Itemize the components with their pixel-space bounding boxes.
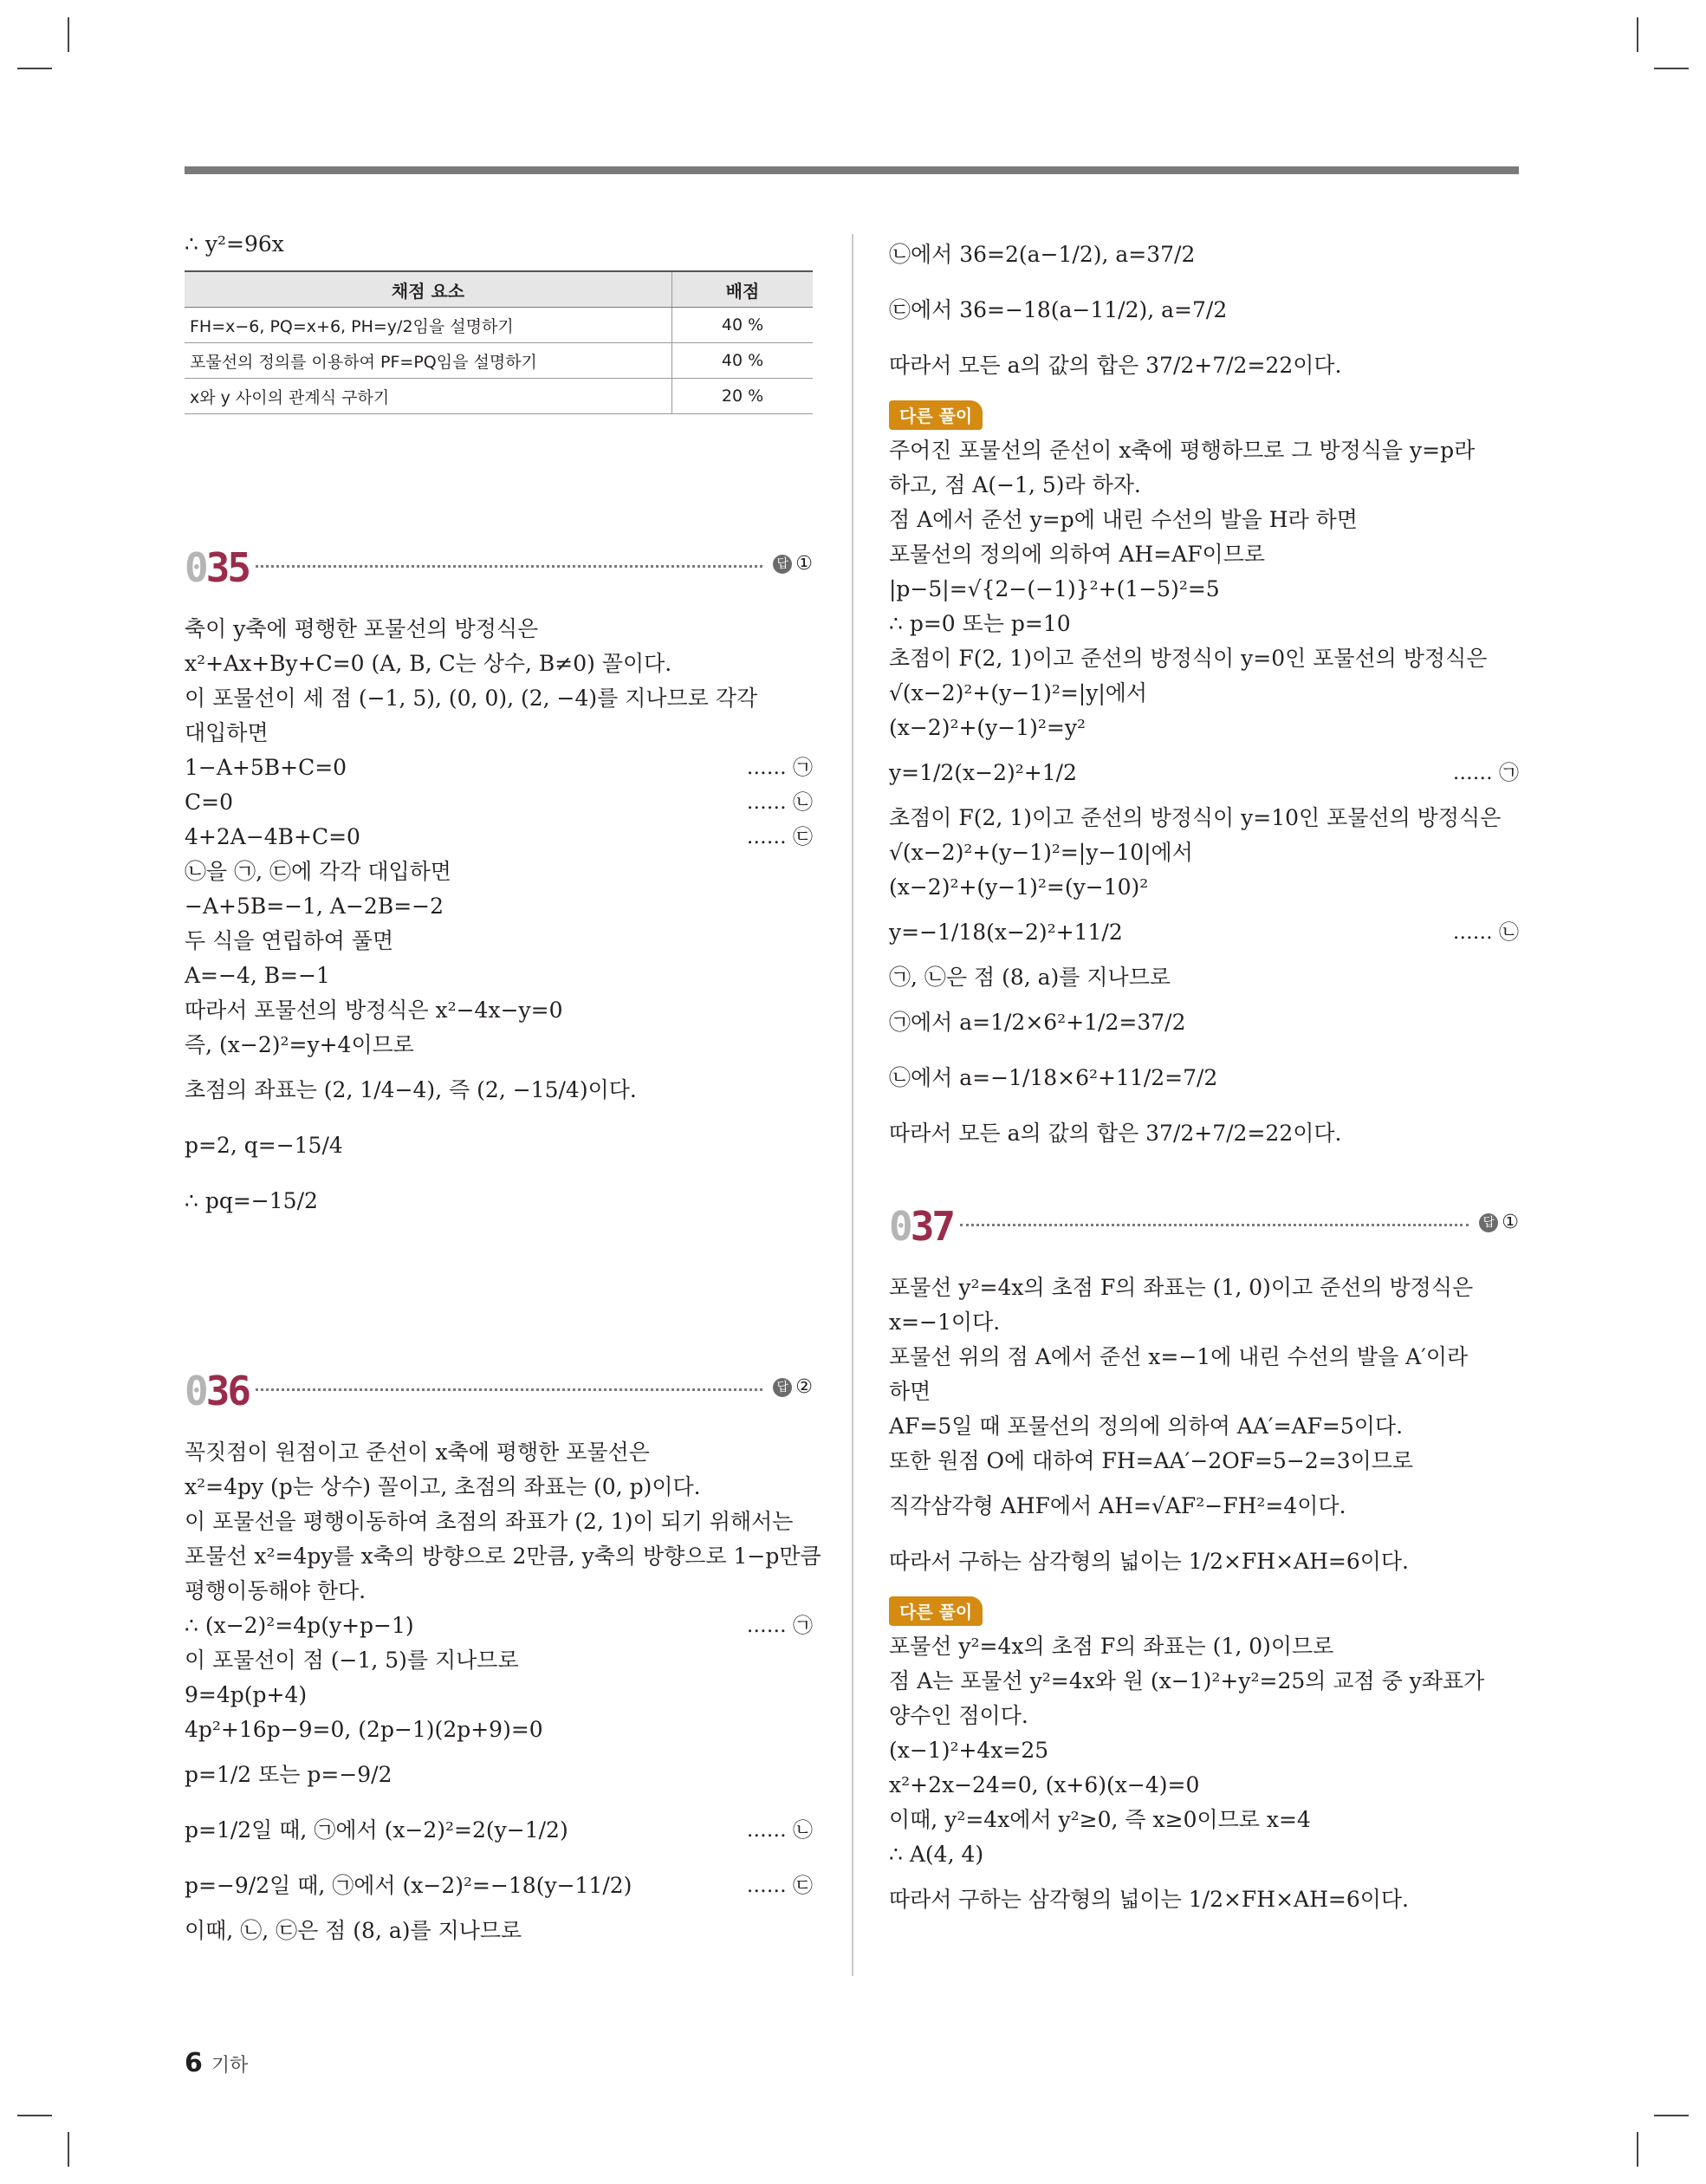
solution-line: 이 포물선이 점 (−1, 5)를 지나므로 bbox=[185, 1648, 519, 1673]
solution-line: 축이 y축에 평행한 포물선의 방정식은 bbox=[185, 616, 539, 641]
equation-line: 4+2A−4B+C=0 …… ㉢ bbox=[185, 820, 813, 855]
answer-label: 답 ① bbox=[1479, 1212, 1519, 1233]
solution-line: ㉡에서 a=−1/18×6²+11/2=7/2 bbox=[889, 1065, 1218, 1090]
solution-line: ㉡을 ㉠, ㉢에 각각 대입하면 bbox=[185, 859, 451, 884]
crop-mark bbox=[1654, 68, 1689, 69]
crop-mark bbox=[1637, 2132, 1638, 2167]
equation-tag: …… ㉢ bbox=[746, 1875, 813, 1897]
solution-line: A=−4, B=−1 bbox=[185, 963, 330, 988]
solution-line: 대입하면 bbox=[185, 720, 269, 745]
left-column bbox=[185, 227, 821, 1948]
crop-mark bbox=[17, 2115, 52, 2116]
solution-line: 직각삼각형 AHF에서 AH=√AF²−FH²=4이다. bbox=[889, 1493, 1346, 1518]
solution-line: x²+Ax+By+C=0 (A, B, C는 상수, B≠0) 꼴이다. bbox=[185, 651, 672, 676]
dotted-leader bbox=[256, 565, 762, 568]
solution-line: 따라서 구하는 삼각형의 넓이는 1/2×FH×AH=6이다. bbox=[889, 1549, 1409, 1574]
problem-number: 036 bbox=[185, 1368, 250, 1414]
solution-line: p=2, q=−15/4 bbox=[185, 1133, 343, 1158]
solution-line: 이때, y²=4x에서 y²≥0, 즉 x≥0이므로 x=4 bbox=[889, 1807, 1311, 1832]
crop-mark bbox=[1637, 17, 1638, 52]
table-header: 채점 요소 bbox=[185, 271, 672, 308]
header-rule bbox=[185, 166, 1519, 174]
solution-line: √(x−2)²+(y−1)²=|y|에서 bbox=[889, 680, 1148, 705]
table-cell: 40 % bbox=[672, 343, 814, 379]
equation-line: y=−1/18(x−2)²+11/2 …… ㉡ bbox=[889, 905, 1519, 960]
section-name: 기하 bbox=[211, 2055, 249, 2077]
solution-line: 점 A에서 준선 y=p에 내린 수선의 발을 H라 하면 bbox=[889, 507, 1358, 532]
problem-036-header bbox=[185, 1368, 813, 1420]
equation-tag: …… ㉢ bbox=[746, 826, 813, 848]
table-cell: 포물선의 정의를 이용하여 PF=PQ임을 설명하기 bbox=[185, 343, 672, 379]
equation-tag: …… ㉠ bbox=[746, 757, 813, 779]
table-header-row bbox=[185, 271, 813, 308]
crop-mark bbox=[68, 2132, 69, 2167]
equation-tag: …… ㉡ bbox=[746, 1819, 813, 1842]
table-cell: FH=x−6, PQ=x+6, PH=y/2임을 설명하기 bbox=[185, 308, 672, 343]
solution-line: 초점이 F(2, 1)이고 준선의 방정식이 y=0인 포물선의 방정식은 bbox=[889, 646, 1488, 671]
table-cell: 40 % bbox=[672, 308, 814, 343]
scoring-table bbox=[185, 270, 813, 414]
solution-line: 9=4p(p+4) bbox=[185, 1682, 308, 1707]
solution-line: |p−5|=√{2−(−1)}²+(1−5)²=5 bbox=[889, 576, 1220, 601]
dotted-leader bbox=[256, 1388, 762, 1391]
solution-line: 이 포물선을 평행이동하여 초점의 좌표가 (2, 1)이 되기 위해서는 bbox=[185, 1509, 794, 1534]
solution-line: 주어진 포물선의 준선이 x축에 평행하므로 그 방정식을 y=p라 bbox=[889, 438, 1476, 463]
result-line: ∴ y²=96x bbox=[185, 231, 284, 257]
solution-line: (x−2)²+(y−1)²=y² bbox=[889, 715, 1087, 740]
table-row bbox=[185, 343, 813, 379]
problem-number: 037 bbox=[889, 1203, 954, 1250]
solution-line: (x−2)²+(y−1)²=(y−10)² bbox=[889, 874, 1149, 900]
dotted-leader bbox=[960, 1224, 1469, 1226]
solution-line: 초점의 좌표는 (2, 1/4−4), 즉 (2, −15/4)이다. bbox=[185, 1077, 637, 1102]
solution-line: 4p²+16p−9=0, (2p−1)(2p+9)=0 bbox=[185, 1717, 543, 1742]
problem-037-header bbox=[889, 1203, 1519, 1255]
crop-mark bbox=[17, 68, 52, 69]
solution-line: 하고, 점 A(−1, 5)라 하자. bbox=[889, 472, 1141, 497]
column-divider bbox=[852, 234, 853, 1976]
answer-label: 답 ② bbox=[773, 1376, 813, 1398]
solution-line: 이 포물선이 세 점 (−1, 5), (0, 0), (2, −4)를 지나므로 각각 bbox=[185, 686, 758, 711]
table-header: 배점 bbox=[672, 271, 814, 308]
solution-line: 하면 bbox=[889, 1379, 931, 1404]
equation-tag: …… ㉡ bbox=[1452, 921, 1519, 944]
solution-line: √(x−2)²+(y−1)²=|y−10|에서 bbox=[889, 840, 1193, 865]
solution-line: 초점이 F(2, 1)이고 준선의 방정식이 y=10인 포물선의 방정식은 bbox=[889, 805, 1502, 830]
alternative-solution-badge: 다른 풀이 bbox=[889, 400, 983, 430]
solution-line: 두 식을 연립하여 풀면 bbox=[185, 928, 394, 953]
solution-line: x²+2x−24=0, (x+6)(x−4)=0 bbox=[889, 1772, 1200, 1797]
solution-line: 따라서 구하는 삼각형의 넓이는 1/2×FH×AH=6이다. bbox=[889, 1887, 1409, 1912]
problem-number: 035 bbox=[185, 544, 250, 591]
solution-line: ㉢에서 36=−18(a−11/2), a=7/2 bbox=[889, 297, 1228, 322]
solution-line: 따라서 모든 a의 값의 합은 37/2+7/2=22이다. bbox=[889, 353, 1342, 378]
equation-line: ∴ (x−2)²=4p(y+p−1) …… ㉠ bbox=[185, 1609, 813, 1643]
crop-mark bbox=[68, 17, 69, 52]
table-row bbox=[185, 308, 813, 343]
equation-line: C=0 …… ㉡ bbox=[185, 785, 813, 820]
alternative-solution-badge: 다른 풀이 bbox=[889, 1596, 983, 1626]
solution-line: 꼭짓점이 원점이고 준선이 x축에 평행한 포물선은 bbox=[185, 1440, 650, 1465]
table-row bbox=[185, 379, 813, 414]
solution-line: ∴ pq=−15/2 bbox=[185, 1188, 318, 1213]
solution-line: x²=4py (p는 상수) 꼴이고, 초점의 좌표는 (0, p)이다. bbox=[185, 1474, 701, 1499]
solution-line: −A+5B=−1, A−2B=−2 bbox=[185, 894, 444, 919]
solution-line: 포물선 y²=4x의 초점 F의 좌표는 (1, 0)이고 준선의 방정식은 bbox=[889, 1275, 1474, 1300]
solution-line: AF=5일 때 포물선의 정의에 의하여 AA′=AF=5이다. bbox=[889, 1414, 1404, 1439]
table-cell: 20 % bbox=[672, 379, 814, 414]
table-cell: x와 y 사이의 관계식 구하기 bbox=[185, 379, 672, 414]
problem-035-header bbox=[185, 544, 813, 596]
equation-line: y=1/2(x−2)²+1/2 …… ㉠ bbox=[889, 745, 1519, 801]
equation-line: p=−9/2일 때, ㉠에서 (x−2)²=−18(y−11/2) …… ㉢ bbox=[185, 1858, 813, 1914]
solution-line: x=−1이다. bbox=[889, 1310, 1001, 1335]
solution-line: (x−1)²+4x=25 bbox=[889, 1738, 1049, 1763]
answer-label: 답 ① bbox=[773, 553, 813, 575]
crop-mark bbox=[1654, 2115, 1689, 2116]
solution-line: 양수인 점이다. bbox=[889, 1703, 1028, 1728]
solution-line: 따라서 포물선의 방정식은 x²−4x−y=0 bbox=[185, 998, 563, 1023]
equation-tag: …… ㉡ bbox=[746, 791, 813, 814]
solution-line: ㉠, ㉡은 점 (8, a)를 지나므로 bbox=[889, 965, 1171, 990]
solution-line: ㉡에서 36=2(a−1/2), a=37/2 bbox=[889, 242, 1196, 267]
solution-line: ∴ p=0 또는 p=10 bbox=[889, 611, 1071, 636]
equation-tag: …… ㉠ bbox=[746, 1615, 813, 1637]
solution-line: 포물선 위의 점 A에서 준선 x=−1에 내린 수선의 발을 A′이라 bbox=[889, 1344, 1469, 1369]
solution-line: 또한 원점 O에 대하여 FH=AA′−2OF=5−2=3이므로 bbox=[889, 1448, 1414, 1473]
equation-tag: …… ㉠ bbox=[1452, 762, 1519, 784]
solution-line: 포물선 x²=4py를 x축의 방향으로 2만큼, y축의 방향으로 1−p만큼 bbox=[185, 1544, 821, 1569]
solution-line: ∴ A(4, 4) bbox=[889, 1842, 984, 1867]
solution-line: 포물선의 정의에 의하여 AH=AF이므로 bbox=[889, 542, 1265, 567]
page-number: 6 bbox=[185, 2048, 203, 2078]
solution-line: 평행이동해야 한다. bbox=[185, 1578, 366, 1603]
solution-line: ㉠에서 a=1/2×6²+1/2=37/2 bbox=[889, 1010, 1186, 1035]
equation-line: 1−A+5B+C=0 …… ㉠ bbox=[185, 751, 813, 785]
solution-line: 이때, ㉡, ㉢은 점 (8, a)를 지나므로 bbox=[185, 1918, 522, 1943]
right-column bbox=[889, 227, 1519, 1927]
solution-line: 점 A는 포물선 y²=4x와 원 (x−1)²+y²=25의 교점 중 y좌표가 bbox=[889, 1668, 1485, 1693]
solution-line: p=1/2 또는 p=−9/2 bbox=[185, 1762, 392, 1787]
equation-line: p=1/2일 때, ㉠에서 (x−2)²=2(y−1/2) …… ㉡ bbox=[185, 1803, 813, 1858]
solution-line: 포물선 y²=4x의 초점 F의 좌표는 (1, 0)이므로 bbox=[889, 1634, 1334, 1659]
page-footer bbox=[185, 2048, 248, 2078]
solution-line: 따라서 모든 a의 값의 합은 37/2+7/2=22이다. bbox=[889, 1121, 1342, 1146]
solution-line: 즉, (x−2)²=y+4이므로 bbox=[185, 1032, 414, 1057]
